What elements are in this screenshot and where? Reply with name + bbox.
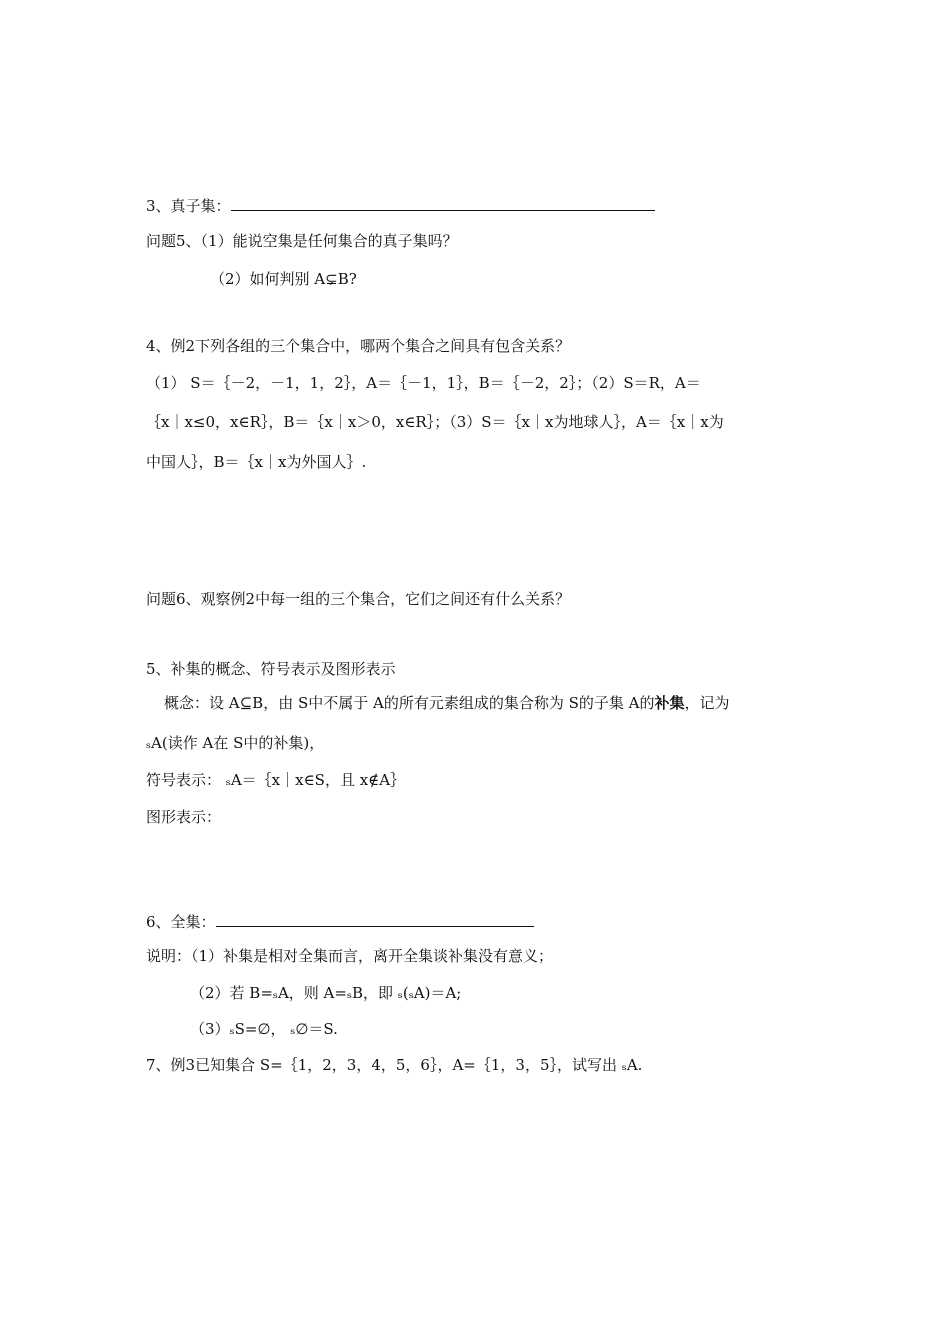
example-2-line-3: 中国人｝，B＝｛x｜x为外国人｝.: [146, 453, 367, 471]
complement-reading: ₛA(读作 A在 S中的补集)，: [146, 734, 325, 752]
note-2: （2）若 B=ₛA，则 A=ₛB，即 ₛ(ₛA)＝A;: [190, 984, 462, 1002]
item-3-label: 3、真子集：: [146, 197, 231, 215]
answer-blank-proper-subset[interactable]: [231, 196, 655, 211]
example-2-line-1: （1） S＝｛－2，－1，1，2｝，A＝｛－1，1｝，B＝｛－2，2｝；（2）S＝R，A＝: [146, 374, 701, 392]
question-5-part-2: （2）如何判别 A⊊B?: [210, 270, 357, 288]
concept-text: 概念：设 A⊆B，由 S中不属于 A的所有元素组成的集合称为 S的子集 A的: [164, 694, 655, 712]
answer-blank-universal-set[interactable]: [216, 912, 534, 927]
example-3: 7、例3已知集合 S=｛1，2，3，4，5，6｝，A=｛1，3，5｝，试写出 ₛA.: [146, 1056, 643, 1074]
symbol-representation: 符号表示： ₛA＝｛x｜x∈S，且 x∉A｝: [146, 771, 406, 789]
note-1: 说明：（1）补集是相对全集而言，离开全集谈补集没有意义；: [146, 947, 554, 965]
question-6: 问题6、观察例2中每一组的三个集合，它们之间还有什么关系？: [146, 590, 571, 608]
question-5-part-1: 问题5、（1）能说空集是任何集合的真子集吗？: [146, 232, 458, 250]
item-3-proper-subset: [146, 196, 655, 216]
concept-tail: ，记为: [684, 694, 730, 712]
example-2-heading: 4、例2下列各组的三个集合中，哪两个集合之间具有包含关系？: [146, 337, 571, 355]
complement-term: 补集: [654, 694, 685, 712]
example-2-line-2: ｛x｜x≤0，x∈R｝，B＝｛x｜x＞0，x∈R｝；（3）S＝｛x｜x为地球人｝，A＝｛x｜x为: [146, 413, 724, 431]
graphic-representation: 图形表示：: [146, 808, 222, 826]
item-6-label: 6、全集：: [146, 913, 216, 931]
complement-concept: [164, 693, 730, 713]
note-3: （3）ₛS=∅， ₛ∅＝S.: [190, 1020, 338, 1038]
item-6-universal-set: [146, 912, 534, 932]
item-5-heading: 5、补集的概念、符号表示及图形表示: [146, 660, 396, 678]
